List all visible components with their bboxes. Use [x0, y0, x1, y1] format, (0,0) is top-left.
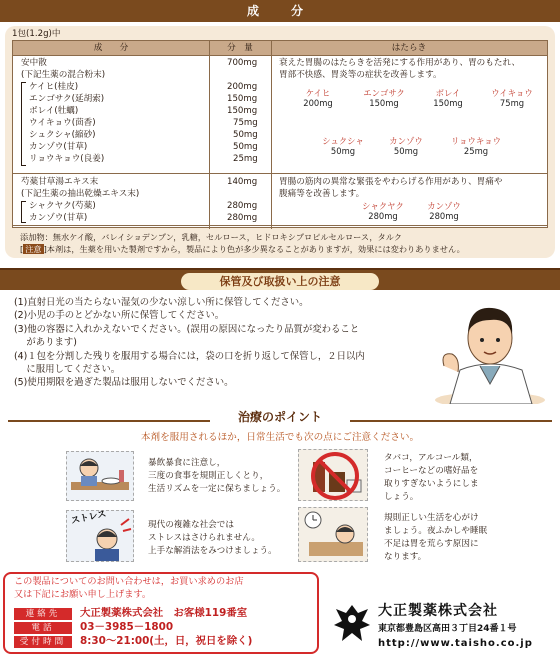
herb-badge: シャクヤク 280mg	[362, 201, 404, 221]
caution-text: 本剤は，生薬を用いた製剤ですから，製品により色が多少異なることがありますが，効果には変わりありません。	[46, 244, 465, 254]
business-hours: 8:30～21:00(土，日，祝日を除く)	[80, 635, 253, 647]
amount: 150mg	[227, 94, 258, 104]
amount: 280mg	[227, 213, 258, 223]
group1-name: 安中散	[21, 58, 47, 68]
herb-badge: シュクシャ 50mg	[322, 136, 364, 156]
row-divider	[13, 55, 547, 56]
tip-text: 暴飲暴食に注意し， 三度の食事を規則正しくとり， 生活リズムを一定に保ちましょう。	[148, 458, 286, 494]
list-item: (5)使用期限を過ぎた製品は服用しないでください。	[14, 377, 234, 389]
company-name: 大正製薬株式会社	[378, 603, 498, 619]
list-item: シュクシャ(縮砂)	[29, 130, 96, 140]
group1-action-line2: 胃部不快感、胃炎等の症状を改善します。	[279, 70, 442, 80]
company-url[interactable]: http://www.taisho.co.jp	[378, 638, 533, 649]
herb-badge: ボレイ 150mg	[433, 88, 463, 108]
herb-badge: カンゾウ 280mg	[427, 201, 461, 221]
tip-text: タバコ，アルコール類， コーヒーなどの嗜好品を 取りすぎないようにしま しょう。	[384, 453, 479, 502]
group1-total: 700mg	[227, 58, 258, 68]
bracket	[21, 82, 26, 166]
herb-badge: カンゾウ 50mg	[389, 136, 423, 156]
storage-header-bar	[0, 268, 560, 290]
list-item: (1)直射日光の当たらない湿気の少ない涼しい所に保管してください。	[14, 297, 309, 308]
herb-badge: ケイヒ 200mg	[303, 88, 333, 108]
list-item: ケイヒ(桂皮)	[29, 82, 79, 92]
sleeping-man-icon	[299, 508, 367, 561]
storage-title: 保管及び取扱い上の注意	[181, 273, 379, 290]
tip-sleep-image	[298, 507, 368, 562]
column-divider	[209, 41, 210, 229]
divider-line	[350, 420, 552, 422]
column-divider	[271, 41, 272, 229]
amount: 280mg	[227, 201, 258, 211]
stress-label: ストレス	[70, 509, 108, 527]
table-header	[13, 41, 547, 55]
amount: 50mg	[233, 130, 258, 140]
amount: 50mg	[233, 142, 258, 152]
group2-sub: (下記生薬の抽出乾燥エキス末)	[21, 189, 140, 199]
group2-name: 芍薬甘草湯エキス末	[21, 177, 99, 187]
eagle-logo-icon	[332, 601, 372, 649]
row-divider	[13, 173, 547, 174]
no-smoking-drinking-icon	[299, 450, 367, 500]
doctor-illustration	[430, 292, 550, 404]
group1-sub: (下記生薬の混合粉末)	[21, 70, 106, 80]
caution-tag: 注意	[25, 244, 42, 254]
dose-label: 1包(1.2g)中	[12, 29, 61, 39]
list-item: ボレイ(牡蠣)	[29, 106, 79, 116]
eating-man-icon	[67, 452, 133, 500]
herb-badge: リョウキョウ 25mg	[451, 136, 501, 156]
phone-number: 03－3985－1800	[80, 621, 174, 633]
header-ingredient: 成 分	[93, 43, 129, 53]
amount: 25mg	[233, 154, 258, 164]
amount: 75mg	[233, 118, 258, 128]
ingredients-table	[12, 40, 548, 228]
list-item: リョウキョウ(良姜)	[29, 154, 105, 164]
group1-action-line1: 衰えた胃腸のはたらきを活発にする作用があり、胃のもたれ、	[279, 58, 521, 68]
contact-label: 連絡先	[14, 608, 72, 620]
group2-action-line1: 胃腸の筋肉の異常な緊張をやわらげる作用があり、胃痛や	[279, 177, 503, 187]
tip-stress-image	[66, 510, 134, 562]
group2-action-line2: 腹痛等を改善します。	[279, 189, 365, 199]
tip-eating-image	[66, 451, 134, 501]
points-subtitle: 本剤を服用されるほか，日常生活でも次の点にご注意ください。	[140, 432, 420, 443]
header-action: はたらき	[391, 43, 427, 53]
row-divider	[13, 225, 547, 226]
list-item: カンゾウ(甘草)	[29, 142, 88, 152]
tip-habits-image	[298, 449, 368, 501]
points-title: 治療のポイント	[237, 410, 322, 424]
group2-total: 140mg	[227, 177, 258, 187]
amount: 150mg	[227, 106, 258, 116]
contact-label: 受付時間	[14, 636, 72, 648]
amount: 200mg	[227, 82, 258, 92]
tip-text: 規則正しい生活を心がけ ましょう。夜ふかしや睡眠 不足は胃を荒らす原因に なります。	[384, 513, 488, 562]
company-address: 東京都豊島区高田３丁目24番１号	[378, 624, 517, 634]
additives-note: 添加物：無水ケイ酸，バレイショデンプン，乳糖，セルロース，ヒドロキシプロピルセルロース，タルク	[20, 232, 402, 242]
divider-line	[8, 420, 210, 422]
list-item: に服用してください。	[14, 364, 121, 376]
bracket	[21, 201, 26, 223]
list-item: シャクヤク(芍薬)	[29, 201, 96, 211]
list-item: があります)	[14, 337, 77, 349]
list-item: (3)他の容器に入れかえないでください。(誤用の原因になったり品質が変わること	[14, 323, 360, 335]
storage-list	[14, 296, 424, 390]
contact-intro: この製品についてのお問い合わせは，お買い求めのお店 又は下記にお願い申し上げます。	[14, 576, 244, 600]
list-item: ウイキョウ(茴香)	[29, 118, 96, 128]
herb-badge: エンゴサク 150mg	[363, 88, 405, 108]
tip-text: 現代の複雑な社会では ストレスはさけられません。 上手な解消法をみつけましょう。	[148, 520, 277, 556]
contact-value: 大正製薬株式会社 お客様119番室	[80, 607, 248, 619]
list-item: (4)１包を分割した残りを服用する場合には，袋の口を折り返して保管し，２日以内	[14, 350, 365, 362]
list-item: カンゾウ(甘草)	[29, 213, 88, 223]
list-item: エンゴサク(延胡索)	[29, 94, 105, 104]
contact-label: 電話	[14, 622, 72, 634]
herb-badge: ウイキョウ 75mg	[491, 88, 533, 108]
list-item: (2)小児の手のとどかない所に保管してください。	[14, 310, 225, 322]
caution-note: [ 注意 ]本剤は，生薬を用いた製剤ですから，製品により色が多少異なることがありますが，効果には変わりありません。	[20, 244, 465, 254]
ingredients-title: 成 分	[0, 0, 560, 22]
header-amount: 分 量	[227, 43, 253, 53]
